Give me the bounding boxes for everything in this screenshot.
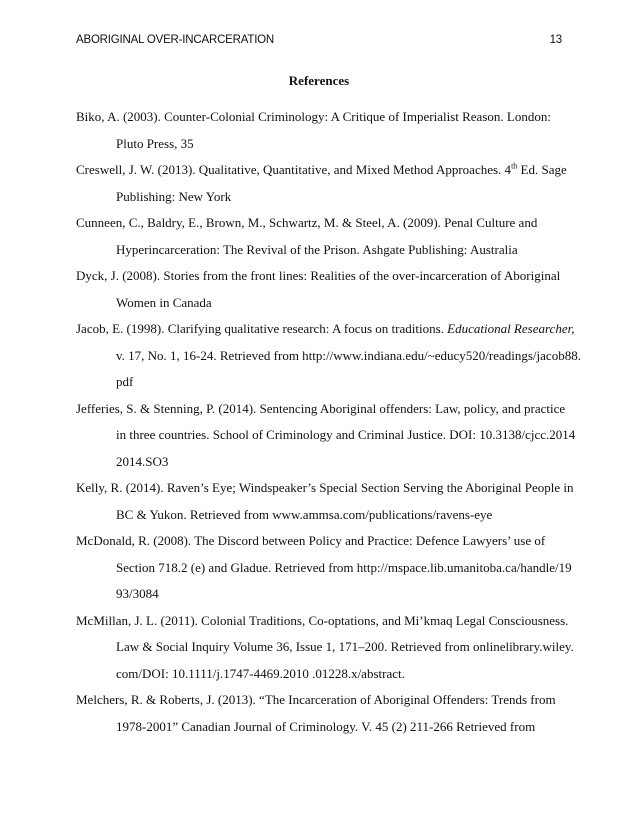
reference-line: in three countries. School of Criminology and Criminal Justice. DOI: 10.3138/cjcc.2014 [116, 427, 576, 442]
reference-line: Law & Social Inquiry Volume 36, Issue 1, 171–200. Retrieved from onlinelibrary.wiley. [116, 639, 574, 654]
reference-entry [76, 214, 556, 267]
references-list [76, 108, 581, 744]
reference-line: Biko, A. (2003). Counter-Colonial Criminology: A Critique of Imperialist Reason. London: [76, 109, 551, 124]
reference-entry [76, 161, 567, 214]
reference-line: 93/3084 [116, 586, 159, 601]
reference-line: Publishing: New York [116, 188, 232, 204]
reference-entry [76, 532, 572, 612]
reference-line: Dyck, J. (2008). Stories from the front lines: Realities of the over-incarceration of Aboriginal [76, 268, 561, 283]
reference-entry [76, 479, 574, 532]
reference-line: Cunneen, C., Baldry, E., Brown, M., Schwartz, M. & Steel, A. (2009). Penal Culture and [76, 215, 538, 230]
reference-line [76, 161, 567, 188]
reference-line: Section 718.2 (e) and Gladue. Retrieved from http://mspace.lib.umanitoba.ca/handle/19 [116, 559, 572, 575]
references-heading: References [288, 73, 350, 88]
reference-line: pdf [116, 374, 134, 389]
reference-entry [76, 108, 556, 161]
reference-line: Pluto Press, 35 [116, 135, 194, 151]
reference-line [76, 320, 575, 347]
reference-line: 1978-2001” Canadian Journal of Criminology. V. 45 (2) 211-266 Retrieved from [116, 718, 536, 734]
superscript: th [511, 161, 518, 171]
running-head-title: ABORIGINAL OVER-INCARCERATION [76, 34, 275, 46]
reference-line: McMillan, J. L. (2011). Colonial Traditions, Co-optations, and Mi’kmaq Legal Consciousness. [76, 612, 569, 628]
reference-entry [76, 320, 581, 400]
reference-line: Hyperincarceration: The Revival of the Prison. Ashgate Publishing: Australia [116, 241, 518, 257]
page-number: 13 [549, 34, 562, 46]
reference-line: Kelly, R. (2014). Raven’s Eye; Windspeaker’s Special Section Serving the Aboriginal People in [76, 480, 574, 495]
reference-line: 2014.SO3 [116, 453, 169, 469]
reference-line: v. 17, No. 1, 16-24. Retrieved from http://www.indiana.edu/~educy520/readings/jacob88. [116, 347, 581, 363]
running-head [76, 34, 562, 46]
reference-text: Creswell, J. W. (2013). Qualitative, Quantitative, and Mixed Method Approaches. 4 [76, 162, 512, 177]
reference-line: BC & Yukon. Retrieved from www.ammsa.com/publications/ravens-eye [116, 506, 493, 522]
reference-entry [76, 612, 574, 692]
reference-text: Jacob, E. (1998). Clarifying qualitative research: A focus on traditions. [76, 321, 448, 336]
reference-line: McDonald, R. (2008). The Discord between Policy and Practice: Defence Lawyers’ use of [76, 533, 546, 548]
reference-entry [76, 400, 576, 480]
journal-title: Educational Researcher, [447, 321, 575, 336]
reference-entry [76, 691, 556, 744]
reference-line: Melchers, R. & Roberts, J. (2013). “The Incarceration of Aboriginal Offenders: Trends from [76, 692, 556, 707]
reference-line: com/DOI: 10.1111/j.1747-4469.2010 .01228.x/abstract. [116, 665, 405, 681]
reference-text: Ed. Sage [517, 162, 567, 177]
reference-line: Jefferies, S. & Stenning, P. (2014). Sentencing Aboriginal offenders: Law, policy, and practice [76, 400, 566, 416]
reference-line: Women in Canada [116, 294, 212, 310]
reference-entry [76, 267, 561, 320]
